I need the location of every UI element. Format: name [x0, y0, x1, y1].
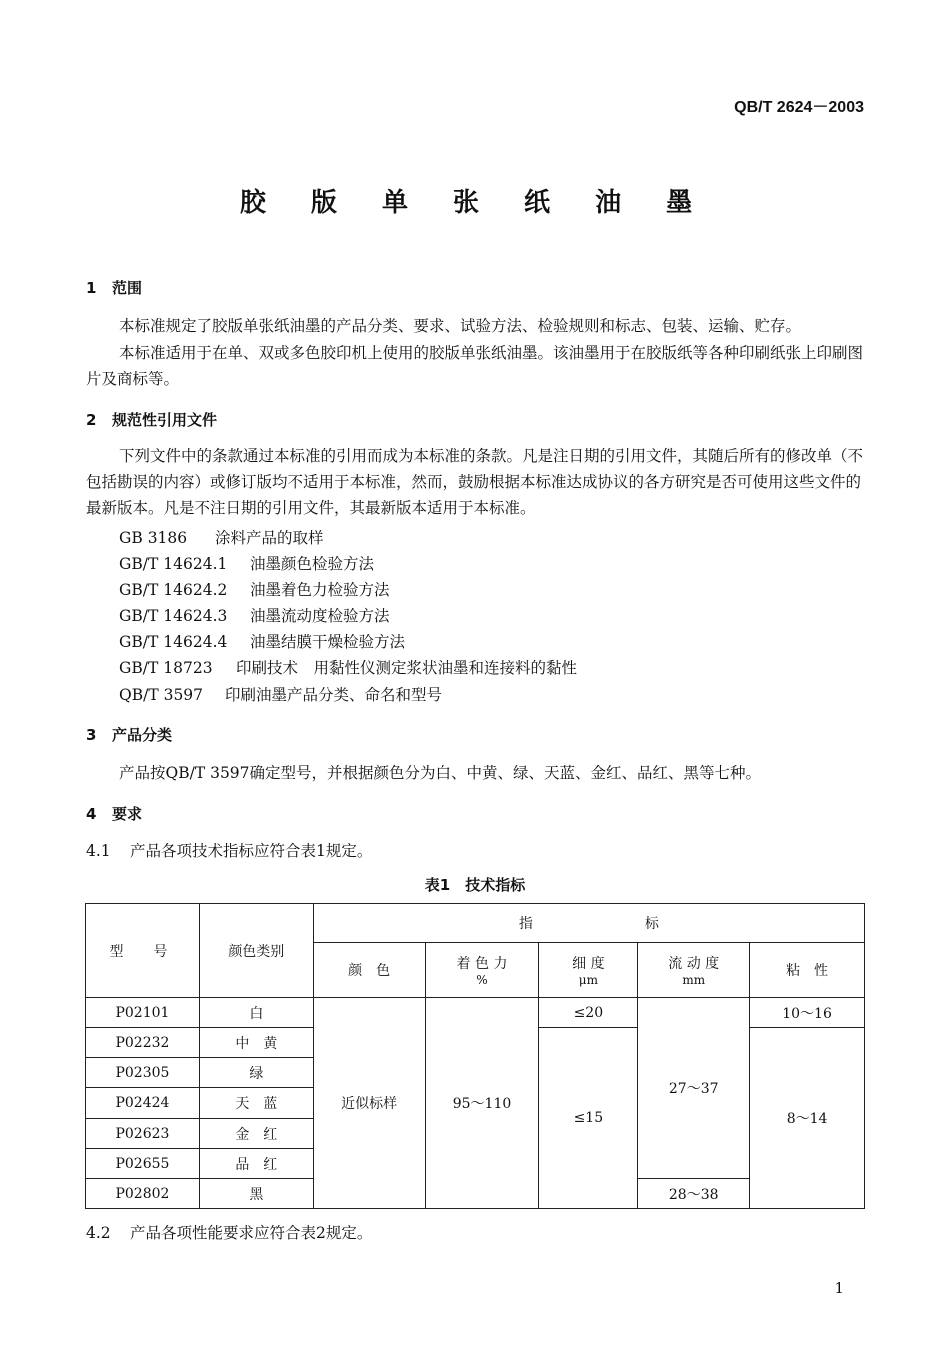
- section-2-heading: [86, 409, 217, 430]
- clause-number: 4.2: [86, 1224, 111, 1242]
- header-viscosity: 粘 性: [750, 943, 865, 998]
- reference-title: 油墨颜色检验方法: [250, 555, 375, 573]
- cell-model: P02802: [86, 1179, 200, 1209]
- header-label: 着 色 力: [456, 956, 508, 972]
- header-color-category: 颜色类别: [199, 904, 313, 998]
- section-1-paragraph-2: 本标准适用于在单、双或多色胶印机上使用的胶版单张纸油墨。该油墨用于在胶版纸等各种印刷纸张上印刷图片及商标等。: [86, 344, 864, 388]
- clause-number: 4.1: [86, 842, 111, 860]
- reference-title: 油墨着色力检验方法: [250, 581, 390, 599]
- cell-color-category: 绿: [199, 1058, 313, 1088]
- cell-color-category: 金 红: [199, 1119, 313, 1149]
- section-number: 4: [86, 805, 97, 823]
- cell-model: P02623: [86, 1119, 200, 1149]
- cell-model: P02305: [86, 1058, 200, 1088]
- cell-model: P02101: [86, 998, 200, 1028]
- reference-title: 印刷油墨产品分类、命名和型号: [225, 686, 443, 704]
- clause-text: 产品各项技术指标应符合表1规定。: [130, 842, 373, 860]
- header-model: 型 号: [86, 904, 200, 998]
- reference-title: 印刷技术 用黏性仪测定浆状油墨和连接料的黏性: [236, 659, 578, 677]
- reference-item: [119, 604, 390, 626]
- reference-code: GB/T 14624.3: [119, 607, 228, 625]
- cell-color-category: 品 红: [199, 1149, 313, 1179]
- cell-color-value: 近似标样: [313, 998, 425, 1209]
- clause-4-2: [86, 1220, 372, 1246]
- reference-title: 油墨流动度检验方法: [250, 607, 390, 625]
- header-unit: μm: [578, 973, 598, 987]
- cell-fineness-white: ≤20: [539, 998, 638, 1028]
- reference-item: [119, 656, 577, 678]
- reference-item: [119, 552, 374, 574]
- reference-item: [119, 578, 390, 600]
- section-title: 要求: [112, 805, 143, 823]
- cell-color-category: 白: [199, 998, 313, 1028]
- section-1-paragraph-1: 本标准规定了胶版单张纸油墨的产品分类、要求、试验方法、检验规则和标志、包装、运输、贮存。: [119, 317, 802, 335]
- clause-4-1: [86, 838, 372, 864]
- table-row: [86, 998, 865, 1028]
- section-title: 范围: [112, 279, 143, 297]
- reference-code: GB 3186: [119, 529, 188, 547]
- cell-color-category: 中 黄: [199, 1028, 313, 1058]
- cell-color-category: 黑: [199, 1179, 313, 1209]
- header-unit: %: [476, 973, 488, 987]
- cell-model: P02655: [86, 1149, 200, 1179]
- header-indicators: 指 标: [313, 904, 864, 943]
- technical-indicators-table: [85, 903, 865, 1209]
- cell-flow-black: 28～38: [638, 1179, 750, 1209]
- section-1-heading: [86, 277, 142, 298]
- header-color: 颜 色: [313, 943, 425, 998]
- header-label: 流 动 度: [668, 956, 720, 972]
- section-3-heading: [86, 724, 172, 745]
- reference-code: QB/T 3597: [119, 686, 204, 704]
- reference-item: [119, 630, 405, 652]
- cell-tint-value: 95～110: [425, 998, 539, 1209]
- standard-code: QB/T 2624－2003: [734, 99, 864, 116]
- reference-title: 涂料产品的取样: [215, 529, 324, 547]
- reference-code: GB/T 18723: [119, 659, 213, 677]
- table-caption: 表1 技术指标: [424, 876, 526, 894]
- section-title: 规范性引用文件: [112, 411, 218, 429]
- document-title: 胶 版 单 张 纸 油 墨: [239, 188, 711, 218]
- section-number: 2: [86, 411, 97, 429]
- section-title: 产品分类: [112, 726, 173, 744]
- reference-code: GB/T 14624.1: [119, 555, 228, 573]
- section-number: 3: [86, 726, 97, 744]
- section-4-heading: [86, 803, 142, 824]
- reference-title: 油墨结膜干燥检验方法: [250, 633, 406, 651]
- cell-color-category: 天 蓝: [199, 1088, 313, 1119]
- header-label: 细 度: [572, 956, 605, 972]
- cell-model: P02424: [86, 1088, 200, 1119]
- clause-text: 产品各项性能要求应符合表2规定。: [130, 1224, 373, 1242]
- section-number: 1: [86, 279, 97, 297]
- cell-fineness-others: ≤15: [539, 1028, 638, 1209]
- cell-model: P02232: [86, 1028, 200, 1058]
- cell-flow-main: 27～37: [638, 998, 750, 1179]
- reference-item: [119, 683, 442, 705]
- header-flow: [638, 943, 750, 998]
- header-fineness: [539, 943, 638, 998]
- header-tinting-strength: [425, 943, 539, 998]
- page-number: 1: [834, 1279, 844, 1297]
- reference-code: GB/T 14624.2: [119, 581, 228, 599]
- cell-viscosity-white: 10～16: [750, 998, 865, 1028]
- reference-item: [119, 526, 324, 548]
- section-3-paragraph: 产品按QB/T 3597确定型号，并根据颜色分为白、中黄、绿、天蓝、金红、品红、黑等七种。: [119, 764, 762, 782]
- reference-code: GB/T 14624.4: [119, 633, 228, 651]
- cell-viscosity-others: 8～14: [750, 1028, 865, 1209]
- header-unit: mm: [682, 973, 706, 987]
- section-2-paragraph: 下列文件中的条款通过本标准的引用而成为本标准的条款。凡是注日期的引用文件，其随后所有的修改单（不包括勘误的内容）或修订版均不适用于本标准，然而，鼓励根据本标准达成协议的各方研究是否可使用这些文件的最新版本。凡是不注日期的引用文件，其最新版本适用于本标准。: [86, 447, 864, 517]
